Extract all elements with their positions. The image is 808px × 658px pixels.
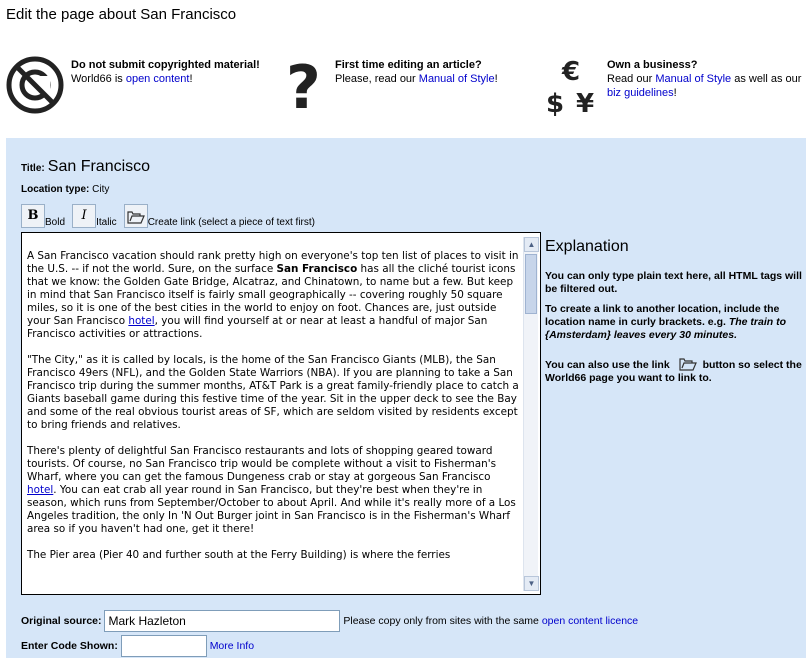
explanation-example: The train to {Amsterdam} leaves every 30 minutes. xyxy=(545,316,786,341)
hotel-link[interactable]: hotel xyxy=(128,315,155,327)
svg-text:?: ? xyxy=(286,56,320,116)
manual-of-style-link-2[interactable]: Manual of Style xyxy=(655,73,732,85)
source-row xyxy=(21,610,638,632)
folder-link-icon xyxy=(127,209,145,225)
svg-text:¥: ¥ xyxy=(576,89,595,118)
explanation-line: You can also use the link button so select the World66 page you want to link to. xyxy=(545,356,803,385)
title-label: Title: xyxy=(21,163,45,174)
location-type-label: Location type: xyxy=(21,184,90,195)
paragraph: A San Francisco vacation should rank pretty high on everyone's top ten list of places to visit in the U.S. -- if not the world. Sure, on the surface San Francisco has all the cliché tourist icons that we know: the Golden Gate Bridge, Alcatraz, and Chinatown, to name but a few. But keep in mind that San Francisco itself is fairly small geographically -- covering roughly 50 square miles, so it is one of the best cities in the world to enjoy on foot. Chances are, just outside your San Francisco hotel, you will find yourself at or near at least a handful of major San Francisco activities or attractions. xyxy=(27,250,519,340)
source-input[interactable] xyxy=(104,610,340,632)
biz-guidelines-link[interactable]: biz guidelines xyxy=(607,87,674,99)
hotel-link[interactable]: hotel xyxy=(27,484,54,496)
editor-scrollbar[interactable] xyxy=(523,237,538,591)
currency-icon xyxy=(546,56,600,122)
open-content-licence-link[interactable]: open content licence xyxy=(541,614,639,627)
explanation-box xyxy=(545,238,803,392)
scroll-down-icon[interactable]: ▼ xyxy=(524,576,539,591)
notice-text: Read our Manual of Style as well as our xyxy=(607,73,802,85)
location-type-value: City xyxy=(92,184,110,195)
italic-label: Italic xyxy=(96,217,117,228)
notice-heading: Own a business? xyxy=(607,59,698,71)
code-label: Enter Code Shown: xyxy=(21,639,118,652)
article-text[interactable] xyxy=(27,250,519,575)
paragraph: "The City," as it is called by locals, is the home of the San Francisco Giants (MLB), the San Francisco 49ers (NFL), and the Golden State Warriors (NBA). If you are planning to take a San Francisco trip during the summer months, AT&T Park is a great family-friendly place to catch a Giants baseball game during this festive time of the year. Sit in the upper deck to see the Bay and some of the real obvious tourist areas of SF, which are seldom visited by residents except to bring friends and relatives. xyxy=(27,354,519,431)
paragraph: The Pier area (Pier 40 and further south at the Ferry Building) is where the ferries xyxy=(27,549,451,561)
bold-label: Bold xyxy=(45,217,66,228)
scroll-up-icon[interactable]: ▲ xyxy=(524,237,539,252)
open-content-link[interactable]: open content xyxy=(125,73,190,85)
notice-text: Please, read our Manual of Style! xyxy=(335,73,498,85)
create-link-label: Create link (select a piece of text first) xyxy=(147,217,315,228)
scroll-thumb[interactable] xyxy=(525,254,537,314)
editor-toolbar xyxy=(21,204,319,230)
manual-of-style-link[interactable]: Manual of Style xyxy=(418,73,495,85)
source-label: Original source: xyxy=(21,614,102,627)
location-type xyxy=(21,184,109,195)
question-mark-icon xyxy=(284,56,320,120)
bold-button[interactable]: B xyxy=(21,204,45,228)
code-input[interactable] xyxy=(121,635,207,657)
article-textarea[interactable] xyxy=(21,232,541,595)
code-row xyxy=(21,635,254,657)
folder-link-icon xyxy=(679,356,697,372)
more-info-link[interactable]: More Info xyxy=(209,639,255,652)
explanation-heading: Explanation xyxy=(545,238,629,255)
explanation-line: You can only type plain text here, all HTML tags will be filtered out. xyxy=(545,270,802,295)
svg-text:€: € xyxy=(562,57,581,87)
page-title: Edit the page about San Francisco xyxy=(6,6,237,23)
paragraph: There's plenty of delightful San Francisco restaurants and lots of shopping geared toward tourists. Of course, no San Francisco trip would be complete without a visit to Fisherman's Wharf, where you can get the famous Dungeness crab or stay at gorgeous San Francisco hotel. You can eat crab all year round in San Francisco, but they're best when they're in season, which runs from September/October to about April. And while it's really more of a Los Angeles tradition, the only In 'N Out Burger joint in San Francisco is in the Fisherman's Wharf area so if you haven't had one, get it there! xyxy=(27,445,516,535)
no-copyright-icon xyxy=(6,56,64,118)
notice-heading: First time editing an article? xyxy=(335,59,482,71)
title-row xyxy=(21,158,150,176)
explanation-line: To create a link to another location, include the location name in curly brackets. e.g. The train to {Amsterdam} leaves every 30 minutes. xyxy=(545,303,786,341)
edit-panel xyxy=(6,138,806,658)
title-value: San Francisco xyxy=(47,158,151,175)
notice-heading: Do not submit copyrighted material! xyxy=(71,59,260,71)
svg-text:$: $ xyxy=(546,89,565,118)
create-link-button[interactable] xyxy=(124,204,148,228)
source-note: Please copy only from sites with the same xyxy=(343,614,539,627)
notice-text-2: biz guidelines! xyxy=(607,87,677,99)
italic-button[interactable]: I xyxy=(72,204,96,228)
notice-text: World66 is open content! xyxy=(71,73,193,85)
